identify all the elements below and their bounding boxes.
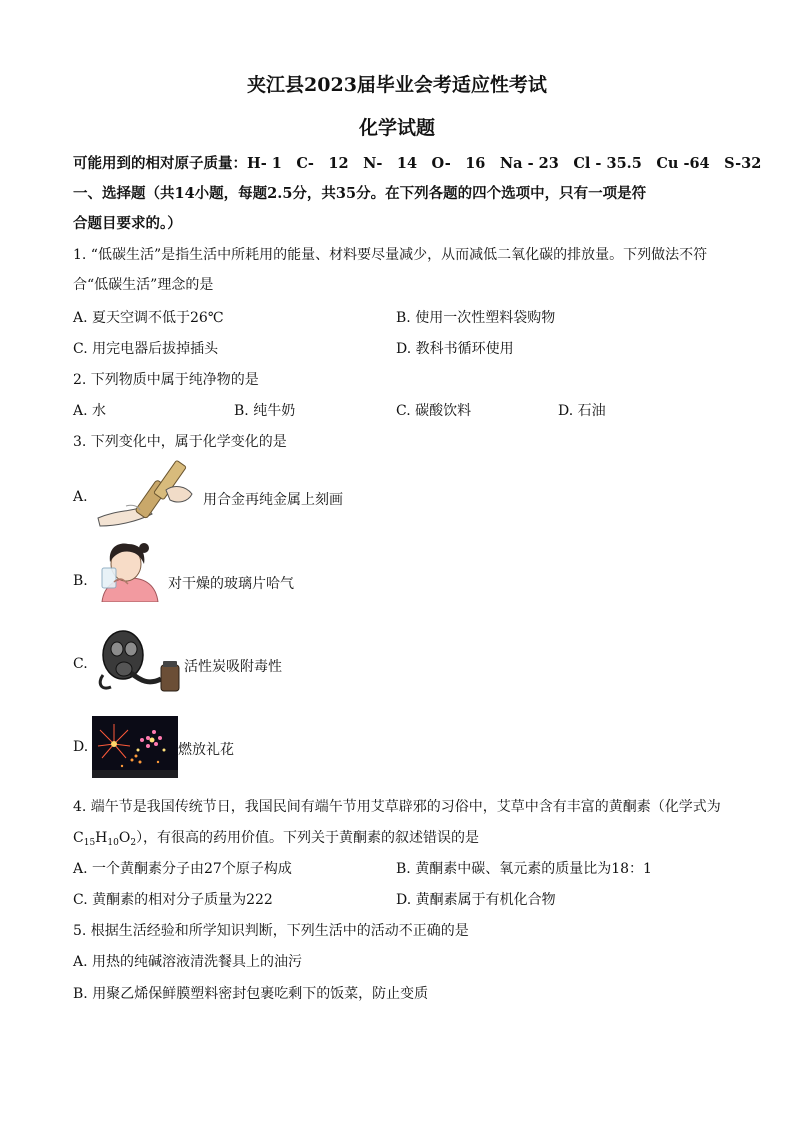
q3-option-d-letter: D. (73, 739, 89, 755)
q3-option-b-text: 对干燥的玻璃片哈气 (168, 576, 294, 592)
q1-stem-line2: 合“低碳生活”理念的是 (73, 277, 214, 293)
q1-option-c: C. 用完电器后拔掉插头 (73, 341, 219, 357)
q4-stem-line2-rest: ），有很高的药用价值。下列关于黄酮素的叙述错误的是 (136, 830, 480, 846)
formula-c: C (73, 830, 84, 846)
q3-stem: 3. 下列变化中，属于化学变化的是 (73, 434, 287, 450)
q5-stem: 5. 根据生活经验和所学知识判断，下列生活中的活动不正确的是 (73, 923, 469, 939)
q1-option-d: D. 教科书循环使用 (396, 341, 514, 357)
q5-option-b: B. 用聚乙烯保鲜膜塑料密封包裹吃剩下的饭菜，防止变质 (73, 986, 429, 1002)
q2-option-c: C. 碳酸饮料 (396, 403, 472, 419)
q5-option-a: A. 用热的纯碱溶液清洗餐具上的油污 (73, 954, 303, 970)
q1-option-a: A. 夏天空调不低于26℃ (73, 310, 224, 326)
q2-stem: 2. 下列物质中属于纯净物的是 (73, 372, 259, 388)
q2-option-a: A. 水 (73, 403, 107, 419)
q4-stem-line2 (73, 827, 479, 848)
q3-option-b-letter: B. (73, 573, 88, 589)
formula-o: O (118, 830, 131, 846)
fireworks-photo (92, 716, 178, 778)
q3-option-c-letter: C. (73, 656, 88, 672)
formula-h-count: 10 (107, 838, 119, 848)
q3-option-a-text: 用合金再纯金属上刻画 (203, 492, 343, 508)
section-heading-line1: 一、选择题（共14小题，每题2.5分，共35分。在下列各题的四个选项中，只有一项是符 (73, 185, 647, 202)
q3-option-c-text: 活性炭吸附毒性 (184, 659, 282, 675)
q1-stem-line1: 1. “低碳生活”是指生活中所耗用的能量、材料要尽量减少，从而减低二氧化碳的排放量。下列做法不符 (73, 247, 708, 263)
girl-breathing-illustration (94, 540, 164, 602)
formula-o-count: 2 (130, 838, 137, 848)
formula-h: H (95, 830, 108, 846)
atomic-masses: 可能用到的相对原子质量：H- 1 C- 12 N- 14 O- 16 Na - 23 Cl - 35.5 Cu -64 S-32 (73, 155, 762, 172)
q1-option-b: B. 使用一次性塑料袋购物 (396, 310, 556, 326)
exam-subtitle: 化学试题 (358, 117, 435, 139)
q3-option-a-letter: A. (73, 489, 88, 505)
q4-stem-line1: 4. 端午节是我国传统节日，我国民间有端午节用艾草辟邪的习俗中，艾草中含有丰富的黄酮素（化学式为 (73, 799, 721, 815)
q4-option-a: A. 一个黄酮素分子由27个原子构成 (73, 861, 292, 877)
section-heading-line2: 合题目要求的。） (73, 215, 182, 232)
exam-title: 夹江县2023届毕业会考适应性考试 (247, 74, 547, 96)
q4-option-c: C. 黄酮素的相对分子质量为222 (73, 892, 273, 908)
q4-option-b: B. 黄酮素中碳、氧元素的质量比为18：1 (396, 861, 652, 877)
formula-c-count: 15 (83, 838, 96, 848)
q2-option-d: D. 石油 (558, 403, 606, 419)
q2-option-b: B. 纯牛奶 (234, 403, 296, 419)
q3-option-d-text: 燃放礼花 (178, 742, 234, 758)
engraving-hands-illustration (96, 460, 196, 530)
gas-mask-illustration (95, 625, 183, 695)
q4-option-d: D. 黄酮素属于有机化合物 (396, 892, 556, 908)
